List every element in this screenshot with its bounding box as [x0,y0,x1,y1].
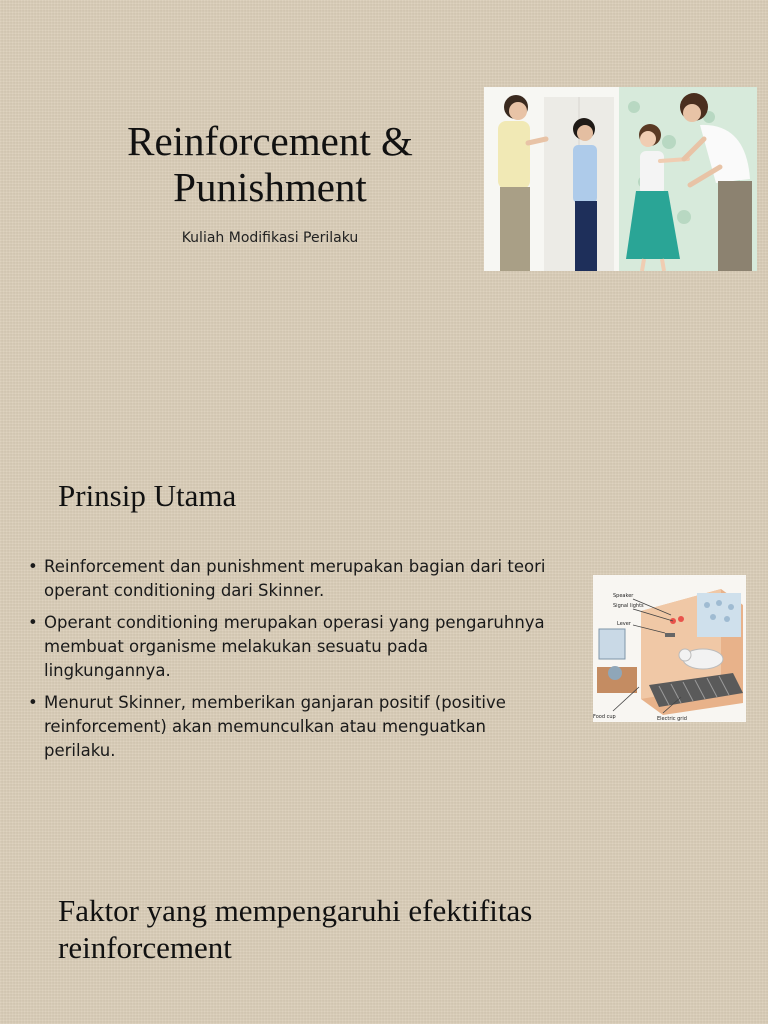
food-cup-label: Food cup [593,714,616,720]
slide-1-title-line1: Reinforcement & [127,118,413,164]
bullet-text: Reinforcement dan punishment merupakan bagian dari teori operant conditioning dari Skinner. [44,557,546,600]
electric-grid-label: Electric grid [657,716,687,722]
bullet-marker: • [28,557,38,576]
slide-3 [0,682,768,1024]
lever-label: Lever [617,621,631,627]
slide-3-title: Faktor yang mempengaruhi efektifitas reinforcement [58,893,533,965]
slide-1-title-line2: Punishment [173,164,367,210]
slide-1-title [80,118,460,210]
bullet-marker: • [28,613,38,632]
speaker-label: Speaker [613,593,634,599]
slide-2-title: Prinsip Utama [58,478,237,513]
bullet-text: Operant conditioning merupakan operasi yang pengaruhnya membuat organisme melakukan sesuatu pada lingkungannya. [44,613,545,680]
signal-lights-label: Signal lights [613,603,644,609]
family-scene-photo [484,87,757,271]
bullet-item [28,555,558,603]
bullet-text: Menurut Skinner, memberikan ganjaran positif (positive reinforcement) akan memunculkan atau menguatkan perilaku. [44,693,506,760]
bullet-marker: • [28,693,38,712]
slide-1-subtitle: Kuliah Modifikasi Perilaku [181,230,359,246]
bullet-item [28,611,558,683]
